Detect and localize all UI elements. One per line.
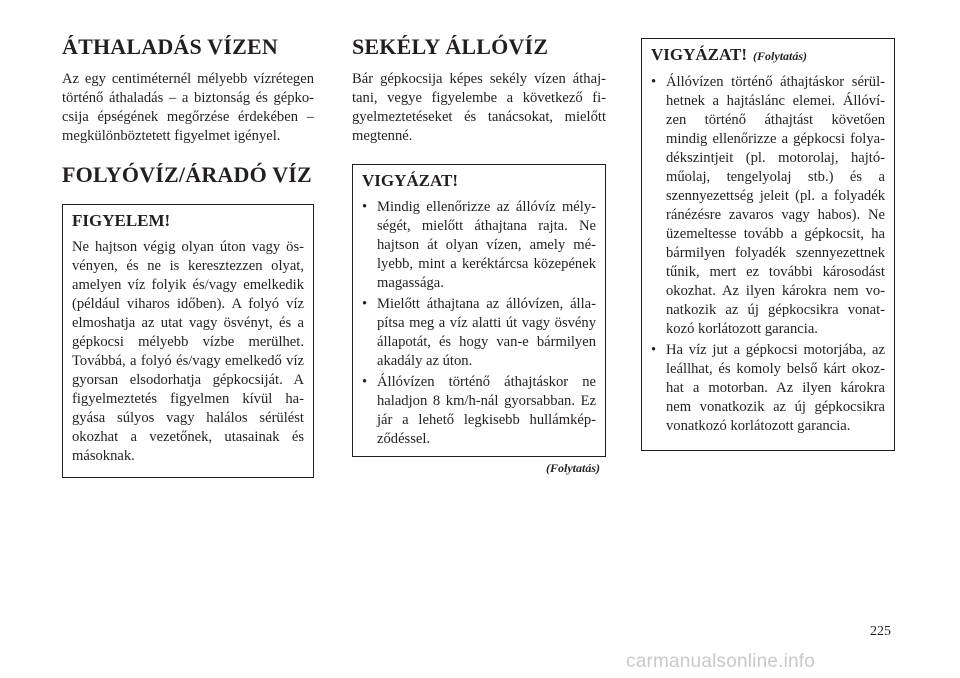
column-middle bbox=[352, 34, 606, 476]
warning-list-continued bbox=[651, 73, 885, 436]
warning-box-continued bbox=[641, 38, 895, 451]
list-item bbox=[651, 341, 885, 436]
list-item bbox=[362, 373, 596, 449]
section-heading-shallow-water: SEKÉLY ÁLLÓVÍZ bbox=[352, 34, 549, 59]
warning-box bbox=[352, 164, 606, 457]
list-item bbox=[362, 295, 596, 371]
warning-list bbox=[362, 198, 596, 449]
list-item-text: Mindig ellenőrizze az állóvíz mély-ségét, mielőtt áthajtana rajta. Ne hajtson át olyan vízen, amely mé-lyebb, mint a keréktárcsa közepének magassága. bbox=[377, 199, 596, 291]
section-heading-flowing-water: FOLYÓVÍZ/ÁRADÓ VÍZ bbox=[62, 162, 312, 187]
list-item-text: Állóvízen történő áthajtáskor ne haladjon 8 km/h-nál gyorsabban. Ez jár a lehető legkisebb hullámkép-ződéssel. bbox=[377, 374, 596, 447]
section-heading-water-crossing: ÁTHALADÁS VÍZEN bbox=[62, 34, 278, 59]
notice-text: Ne hajtson végig olyan úton vagy ös-vényen, és ne is keresztezzen olyat, amelyen víz folyik és/vagy emelkedik (például viharos időben). A folyó víz elmoshatja az utat vagy ösvényt, és a gépkocsi mélyebb vízbe merülhet. Továbbá, a folyó és/vagy emelkedő víz gyorsan elsodorhatja gépkocsiját. A figyelmeztetés figyelmen kívül ha-gyása súlyos vagy halálos sérülést okozhat a vezetőnek, utasainak és másoknak. bbox=[72, 239, 304, 464]
bullet-icon: • bbox=[651, 342, 657, 358]
warning-title-continued bbox=[651, 44, 885, 67]
continued-note: (Folytatás) bbox=[546, 461, 600, 475]
notice-title: FIGYELEM! bbox=[72, 211, 171, 230]
bullet-icon: • bbox=[362, 374, 368, 390]
column-left bbox=[62, 34, 314, 478]
shallow-intro-paragraph: Bár gépkocsija képes sekély vízen áthaj-tani, vegye figyelembe a következő fi-gyelmeztetéseket és tanácsokat, mielőtt megtenné. bbox=[352, 71, 606, 144]
warning-title-text: VIGYÁZAT! bbox=[651, 45, 748, 64]
warning-title: VIGYÁZAT! bbox=[362, 171, 459, 190]
column-right bbox=[641, 38, 895, 451]
intro-paragraph: Az egy centiméternél mélyebb vízrétegen történő áthaladás – a biztonság és gépko-csija épségének megőrzése érdekében – megkülönböztetett figyelmet igényel. bbox=[62, 71, 314, 144]
bullet-icon: • bbox=[651, 74, 657, 90]
page-number: 225 bbox=[870, 624, 891, 639]
list-item-text: Mielőtt áthajtana az állóvízen, álla-pítsa meg a víz alatti út vagy ösvény állapotát, és hogy van-e bármilyen akadály az úton. bbox=[377, 296, 596, 369]
notice-box bbox=[62, 204, 314, 478]
list-item-text: Ha víz jut a gépkocsi motorjába, az leállhat, és komoly belső kárt okoz-hat a motorban. Az ilyen károkra nem vonatkozik az új gépkocsikra vonatkozó korlátozott garancia. bbox=[666, 342, 885, 434]
list-item bbox=[362, 198, 596, 293]
list-item-text: Állóvízen történő áthajtáskor sérül-hetnek a hajtáslánc elemei. Állóví-zen történő áthajtást követően mindig ellenőrizze a gépkocsi folya-dékszintjeit (pl. motorolaj, hajtó-műolaj, tengelyolaj stb.) és a szennyezettség jeleit (pl. a folyadék ránézésre zavaros vagy habos). Ne üzemeltesse tovább a gépkocsit, ha bármilyen folyadék szennyezettnek tűnik, mert ez további károsodást okozhat. Az ilyen károkra nem vo-natkozik az új gépkocsikra vonat-kozó korlátozott garancia. bbox=[666, 74, 885, 337]
list-item bbox=[651, 73, 885, 339]
watermark-text: carmanualsonline.info bbox=[626, 651, 816, 672]
warning-title-cont: (Folytatás) bbox=[753, 49, 808, 63]
bullet-icon: • bbox=[362, 199, 368, 215]
bullet-icon: • bbox=[362, 296, 368, 312]
